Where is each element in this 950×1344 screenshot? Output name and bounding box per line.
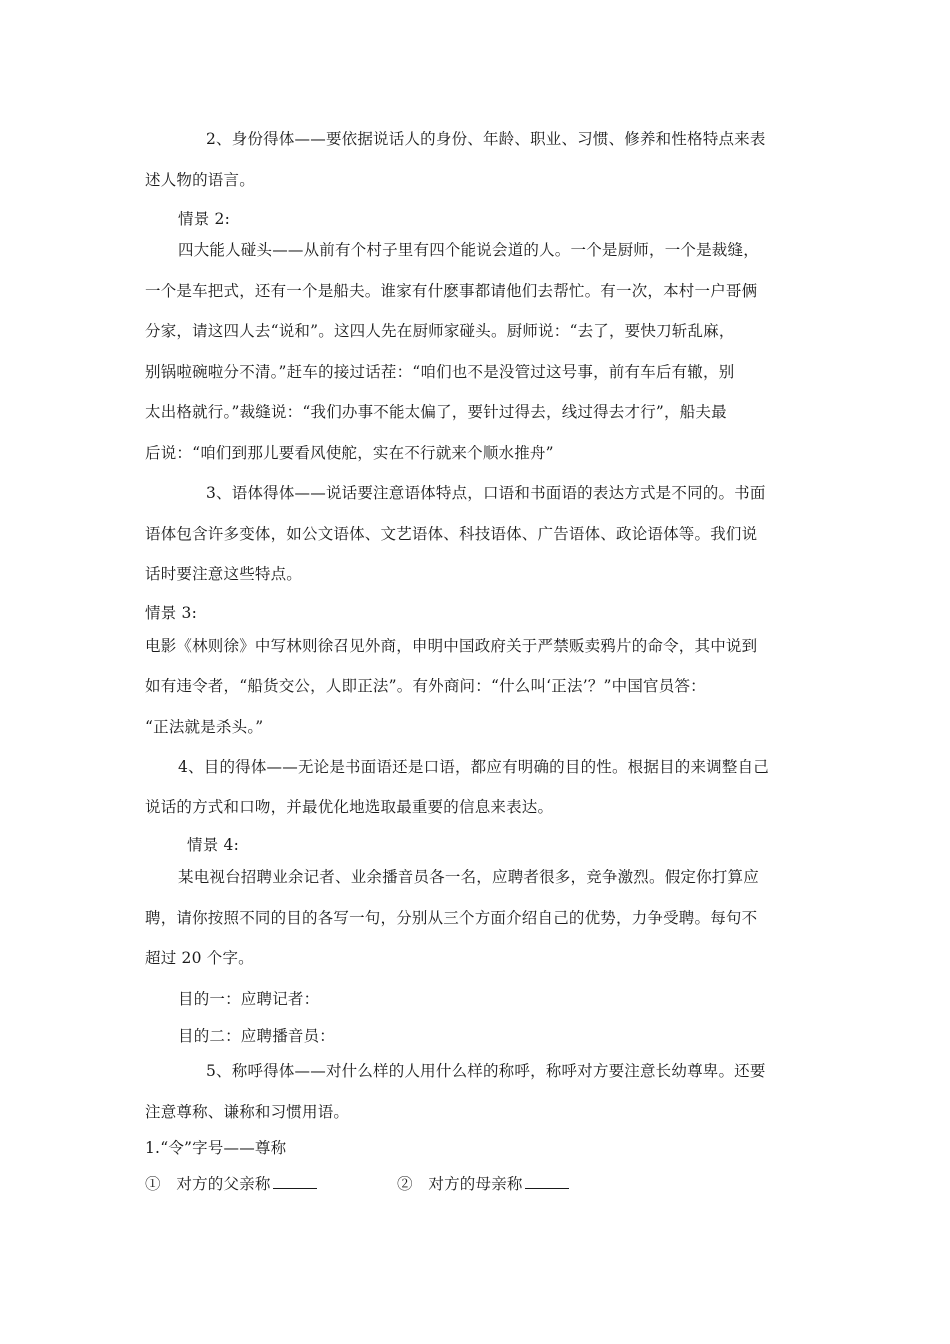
- goal-1: 目的一：应聘记者：: [178, 990, 320, 1008]
- scene-2-story-line: 别锅啦碗啦分不清。”赶车的接过话茬：“咱们也不是没管过这号事，前有车后有辙，别: [145, 363, 735, 381]
- section-2-heading-line-1: 2、身份得体——要依据说话人的身份、年龄、职业、习惯、修养和性格特点来表: [206, 130, 766, 148]
- exercise-item-father: ① 对方的父亲称: [145, 1175, 271, 1193]
- exercise-row: [145, 1174, 317, 1194]
- section-3-heading-line: 语体包含许多变体，如公文语体、文艺语体、科技语体、广告语体、政论语体等。我们说: [145, 525, 758, 543]
- answer-blank[interactable]: [273, 1174, 317, 1189]
- section-3-heading-line: 话时要注意这些特点。: [145, 565, 303, 583]
- scene-2-story-line: 分家，请这四人去“说和”。这四人先在厨师家碰头。厨师说：“去了，要快刀斩乱麻，: [145, 322, 735, 340]
- scene-3-story-line: “正法就是杀头。”: [145, 718, 264, 736]
- section-5-heading-line: 5、称呼得体——对什么样的人用什么样的称呼，称呼对方要注意长幼尊卑。还要: [206, 1062, 766, 1080]
- scene-4-label: 情景 4:: [187, 836, 240, 854]
- scene-4-story-line: 聘，请你按照不同的目的各写一句，分别从三个方面介绍自己的优势，力争受聘。每句不: [145, 909, 758, 927]
- section-2-heading-line-2: 述人物的语言。: [145, 171, 255, 189]
- scene-3-label: 情景 3:: [145, 604, 198, 622]
- section-4-heading-line: 说话的方式和口吻，并最优化地选取最重要的信息来表达。: [145, 798, 554, 816]
- scene-3-story-line: 如有违令者，“船货交公，人即正法”。有外商问：“什么叫‘正法’？”中国官员答：: [145, 677, 706, 695]
- scene-2-story-line: 后说：“咱们到那儿要看风使舵，实在不行就来个顺水推舟”: [145, 444, 554, 462]
- scene-4-story-line: 超过 20 个字。: [145, 949, 254, 967]
- section-5-heading-line: 注意尊称、谦称和习惯用语。: [145, 1103, 350, 1121]
- scene-2-story-line: 四大能人碰头——从前有个村子里有四个能说会道的人。一个是厨师，一个是裁缝，: [178, 241, 759, 259]
- scene-3-story-line: 电影《林则徐》中写林则徐召见外商，申明中国政府关于严禁贩卖鸦片的命令，其中说到: [145, 637, 758, 655]
- scene-2-story-line: 一个是车把式，还有一个是船夫。谁家有什麽事都请他们去帮忙。有一次，本村一户哥俩: [145, 282, 758, 300]
- goal-2: 目的二：应聘播音员：: [178, 1027, 336, 1045]
- exercise-item-mother: ② 对方的母亲称: [397, 1175, 523, 1193]
- answer-blank[interactable]: [525, 1174, 569, 1189]
- scene-2-label: 情景 2:: [178, 210, 231, 228]
- section-3-heading-line: 3、语体得体——说话要注意语体特点，口语和书面语的表达方式是不同的。书面: [206, 484, 766, 502]
- scene-2-story-line: 太出格就行。”裁缝说：“我们办事不能太偏了，要针过得去，线过得去才行”，船夫最: [145, 403, 727, 421]
- exercise-row-2: [397, 1174, 569, 1194]
- scene-4-story-line: 某电视台招聘业余记者、业余播音员各一名，应聘者很多，竞争激烈。假定你打算应: [178, 868, 759, 886]
- subsection-heading: 1.“令”字号——尊称: [145, 1139, 287, 1157]
- section-4-heading-line: 4、目的得体——无论是书面语还是口语，都应有明确的目的性。根据目的来调整自己: [178, 758, 769, 776]
